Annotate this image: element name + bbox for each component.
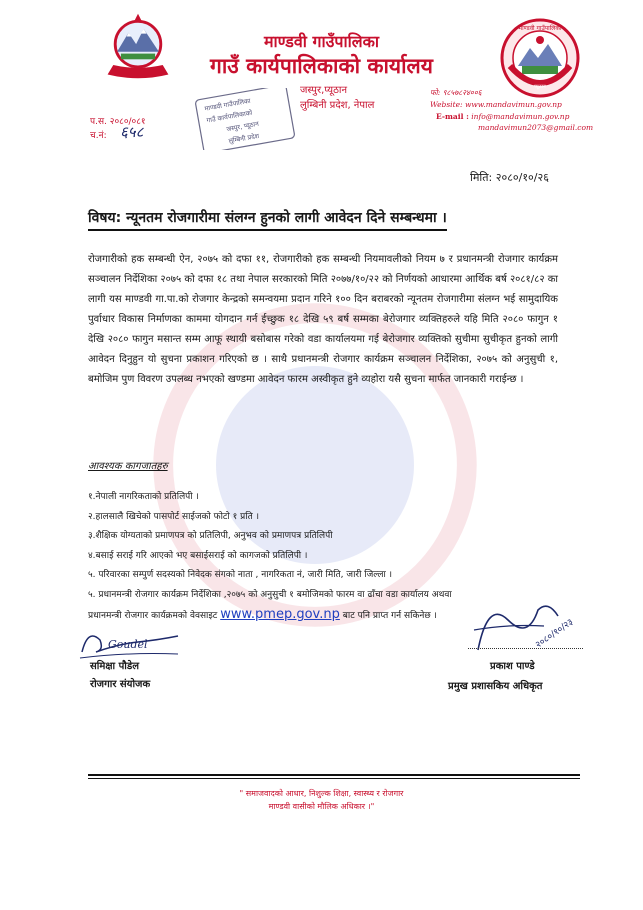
- office-name: गाउँ कार्यपालिकाको कार्यालय: [210, 54, 433, 78]
- footer-rule-bottom: [88, 778, 580, 779]
- contact-email-primary: info@mandavimun.gov.np: [471, 112, 570, 121]
- letter-subject: विषय: न्यूनतम रोजगारीमा संलग्न हुनको लागी आवेदन दिने सम्बन्धमा ।: [88, 208, 447, 231]
- list-item: ५. परिवारका सम्पुर्ण सदस्यको निवेदक संगको नाता , नागरिकता नं, जारी मिति, जारी जिल्ला ।: [88, 570, 393, 580]
- right-signature-date: २०८०/१०/२३: [533, 617, 576, 651]
- logo-bottom-text: प्यूठान: [534, 84, 546, 90]
- municipality-name: माण्डवी गाउँपालिका: [263, 32, 380, 51]
- fiscal-year-ref: प.स. २०८०/०८१: [90, 117, 146, 127]
- pmep-website-link[interactable]: www.pmep.gov.np: [220, 607, 340, 622]
- website-text: प्रधानमन्त्री रोजगार कार्यक्रमको वेवसाइट: [88, 611, 218, 621]
- contact-email-label: E-mail :: [436, 112, 469, 121]
- stamp-line-1: माण्डवी गाउँपालिका: [203, 96, 252, 113]
- right-signature: [468, 590, 588, 660]
- footer-slogan-line1: " समाजवादको आधार, निशुल्क शिक्षा, स्वास्थ्य र रोजगार: [239, 789, 404, 798]
- letter-date: मिति: २०८०/१०/२६: [470, 171, 549, 184]
- website-text-end: बाट पनि प्राप्त गर्न सकिनेछ ।: [342, 611, 437, 621]
- office-province: लुम्बिनी प्रदेश, नेपाल: [300, 100, 375, 111]
- contact-email-secondary: mandavimun2073@gmail.com: [478, 123, 594, 132]
- footer-slogan-line2: माण्डवी वासीको मौलिक अधिकार ।": [268, 802, 375, 811]
- contact-website: Website: www.mandavimun.gov.np: [430, 100, 562, 109]
- letter-body: रोजगारीको हक सम्बन्धी ऐन, २०७५ को दफा ११, रोजगारीको हक सम्बन्धी नियमावलीको नियम ७ र प्रधानमन्त्री रोजगार कार्यक्रम सञ्चालन निर्देशिका २०७५ को दफा १८ तथा नेपाल सरकारको मिति २०७७/१०/२२ को निर्णयको आधारमा आर्थिक बर्ष २०८१/८२ का लागी यस माण्डवी गा.पा.को रोजगार केन्द्रको समन्वयमा प्रदान गरिने १०० दिन बराबरको न्यूनतम रोजगारीमा संलग्न भई सामुदायिक पुर्वाधार विकास निर्माणका काममा योगदान गर्न ईच्छुक १८ देखि ५९ बर्ष सम्मका बेरोजगार व्यक्तिहरुले यहि मिति २०८० फागुन १ देखि २०८० फागुन मसान्त सम्म आफू स्थायी बसोबास गरेको वडा कार्यालयमा गई बेरोजगार व्यक्तिको सुचीमा सुचीकृत हुनको लागी आवेदन दिनुहुन यो सुचना प्रकाशन गरिएको छ । साथै प्रधानमन्त्री रोजगार कार्यक्रम सञ्चालन निर्देशिका, २०७५ को अनुसुची १, बमोजिम पुण विवरण उपलब्ध नभएको खण्डमा आवेदन फारम अस्वीकृत हुने व्यहोरा यसै सुचना मार्फत जानकारी गराईन्छ ।: [88, 254, 558, 385]
- stamp-line-4: लुम्बिनी प्रदेश: [227, 131, 260, 146]
- right-signatory-name: प्रकाश पाण्डे: [490, 661, 535, 672]
- municipality-logo-icon: [500, 18, 580, 98]
- left-signature-text: Goudel: [108, 638, 148, 651]
- footer-rule-top: [88, 774, 580, 776]
- list-item: ४.बसाई सराई गरि आएको भए बसाईसराई को कागजको प्रतिलिपी ।: [88, 550, 308, 561]
- requirements-title: आवश्यक कागजातहरु: [88, 461, 168, 472]
- list-item: १.नेपाली नागरिकताको प्रतिलिपी ।: [88, 492, 199, 502]
- dispatch-label: च.नं:: [90, 131, 107, 141]
- right-signatory-title: प्रमुख प्रशासकिय अधिकृत: [448, 681, 543, 692]
- stamp-line-3: जस्पुर, प्यूठान: [225, 119, 260, 134]
- list-item: २.हालसालै खिचेको पासपोर्ट साईजको फोटो १ प्रति ।: [88, 511, 260, 522]
- list-item: ५. प्रधानमन्त्री रोजगार कार्यक्रम निर्देशिका ,२०७५ को अनुसुची १ बमोजिमको फारम वा ढाँचा वडा कार्यालय अथवा: [88, 589, 452, 600]
- left-signatory-title: रोजगार संयोजक: [90, 679, 151, 690]
- signature-line: [468, 648, 583, 649]
- list-item: ३.शैक्षिक योग्यताको प्रमाणपत्र को प्रतिलिपी, अनुभव को प्रमाणपत्र प्रतिलिपी: [88, 531, 333, 541]
- contact-email-row: [436, 112, 569, 121]
- logo-top-text: माण्डवी गाउँपालिका: [518, 25, 562, 32]
- office-stamp: [195, 88, 295, 150]
- left-signatory-name: समिक्षा पौडेल: [90, 661, 139, 672]
- dispatch-number: ६५८: [120, 123, 144, 141]
- contact-phone: फो: ९८५७८२४००६: [430, 88, 482, 97]
- office-location: जस्पुर,प्यूठान: [300, 85, 348, 96]
- stamp-line-2: गाउँ कार्यपालिकाको: [206, 108, 253, 125]
- left-signature: [78, 622, 188, 662]
